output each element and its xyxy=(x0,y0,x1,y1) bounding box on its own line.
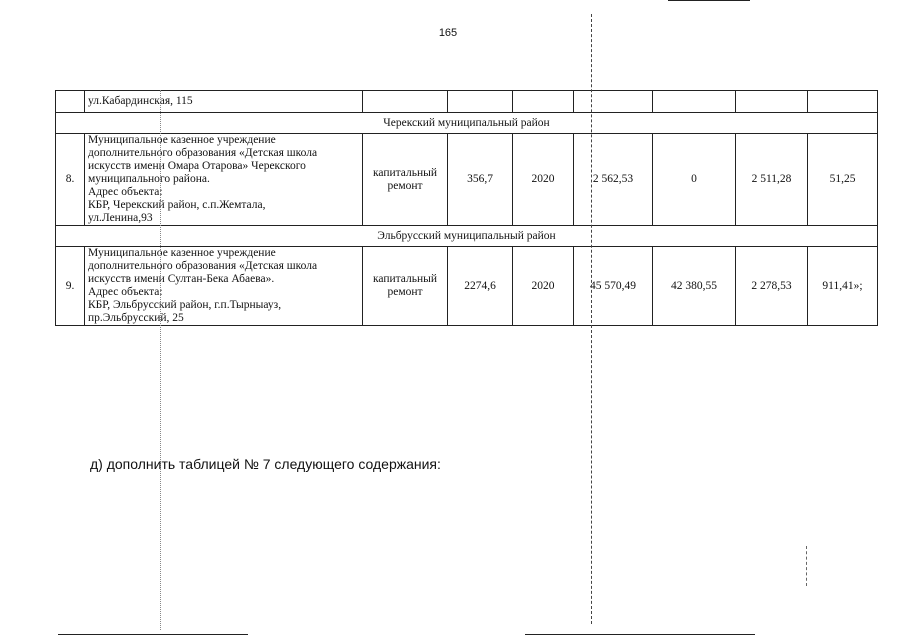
row-total: 45 570,49 xyxy=(574,247,653,326)
amendment-text: д) дополнить таблицей № 7 следующего содержания: xyxy=(90,456,441,472)
description-line: Муниципальное казенное учреждение xyxy=(88,247,276,259)
description-line: искусств имени Султан-Бека Абаева». xyxy=(88,273,275,285)
row-number: 8. xyxy=(56,134,85,226)
cell-empty xyxy=(653,91,736,113)
row-regional: 2 511,28 xyxy=(736,134,808,226)
bottom-edge-mark xyxy=(58,634,248,635)
row-federal: 42 380,55 xyxy=(653,247,736,326)
row-year: 2020 xyxy=(513,134,574,226)
description-line: ул.Ленина,93 xyxy=(88,212,153,224)
top-edge-mark xyxy=(668,0,750,1)
row-total: 2 562,53 xyxy=(574,134,653,226)
row-area: 2274,6 xyxy=(448,247,513,326)
row-area: 356,7 xyxy=(448,134,513,226)
row-description xyxy=(85,247,363,326)
cell-number xyxy=(56,91,85,113)
table-row-continuation xyxy=(56,91,878,113)
description-line: Адрес объекта: xyxy=(88,186,163,198)
region-name: Эльбрусский муниципальный район xyxy=(56,226,878,247)
description-line: КБР, Черекский район, с.п.Жемтала, xyxy=(88,199,266,211)
row-regional: 2 278,53 xyxy=(736,247,808,326)
row-work-type xyxy=(363,134,448,226)
cell-empty xyxy=(363,91,448,113)
work-type-line: ремонт xyxy=(387,179,423,192)
work-type-line: капитальный xyxy=(372,166,438,179)
bottom-edge-mark xyxy=(525,634,755,635)
table-row xyxy=(56,247,878,326)
description-line: муниципального района. xyxy=(88,173,210,185)
scan-guide-line xyxy=(160,90,161,630)
description-line: Муниципальное казенное учреждение xyxy=(88,134,276,146)
cell-empty xyxy=(808,91,878,113)
row-work-type xyxy=(363,247,448,326)
work-type-line: ремонт xyxy=(387,286,423,298)
description-line: дополнительного образования «Детская школа xyxy=(88,147,318,159)
row-local: 911,41»; xyxy=(808,247,878,326)
cell-empty xyxy=(574,91,653,113)
row-number: 9. xyxy=(56,247,85,326)
row-description xyxy=(85,134,363,226)
region-header-row xyxy=(56,226,878,247)
description-line: Адрес объекта: xyxy=(88,286,163,298)
row-local: 51,25 xyxy=(808,134,878,226)
region-header-row xyxy=(56,113,878,134)
description-line: КБР, Эльбрусский район, г.п.Тырныауз, xyxy=(88,299,282,311)
work-type-line: капитальный xyxy=(372,273,438,285)
data-table xyxy=(55,90,878,326)
description-line: дополнительного образования «Детская школа xyxy=(88,260,318,272)
row-federal: 0 xyxy=(653,134,736,226)
table-row xyxy=(56,134,878,226)
description-line: пр.Эльбрусский, 25 xyxy=(88,312,184,324)
row-year: 2020 xyxy=(513,247,574,326)
region-name: Черекский муниципальный район xyxy=(56,113,878,134)
cell-address: ул.Кабардинская, 115 xyxy=(85,91,363,113)
cell-empty xyxy=(448,91,513,113)
cell-empty xyxy=(513,91,574,113)
scan-fold-line xyxy=(591,14,592,624)
cell-empty xyxy=(736,91,808,113)
description-line: искусств имени Омара Отарова» Черекского xyxy=(88,160,306,172)
margin-mark xyxy=(806,546,807,586)
page-number: 165 xyxy=(438,27,458,39)
